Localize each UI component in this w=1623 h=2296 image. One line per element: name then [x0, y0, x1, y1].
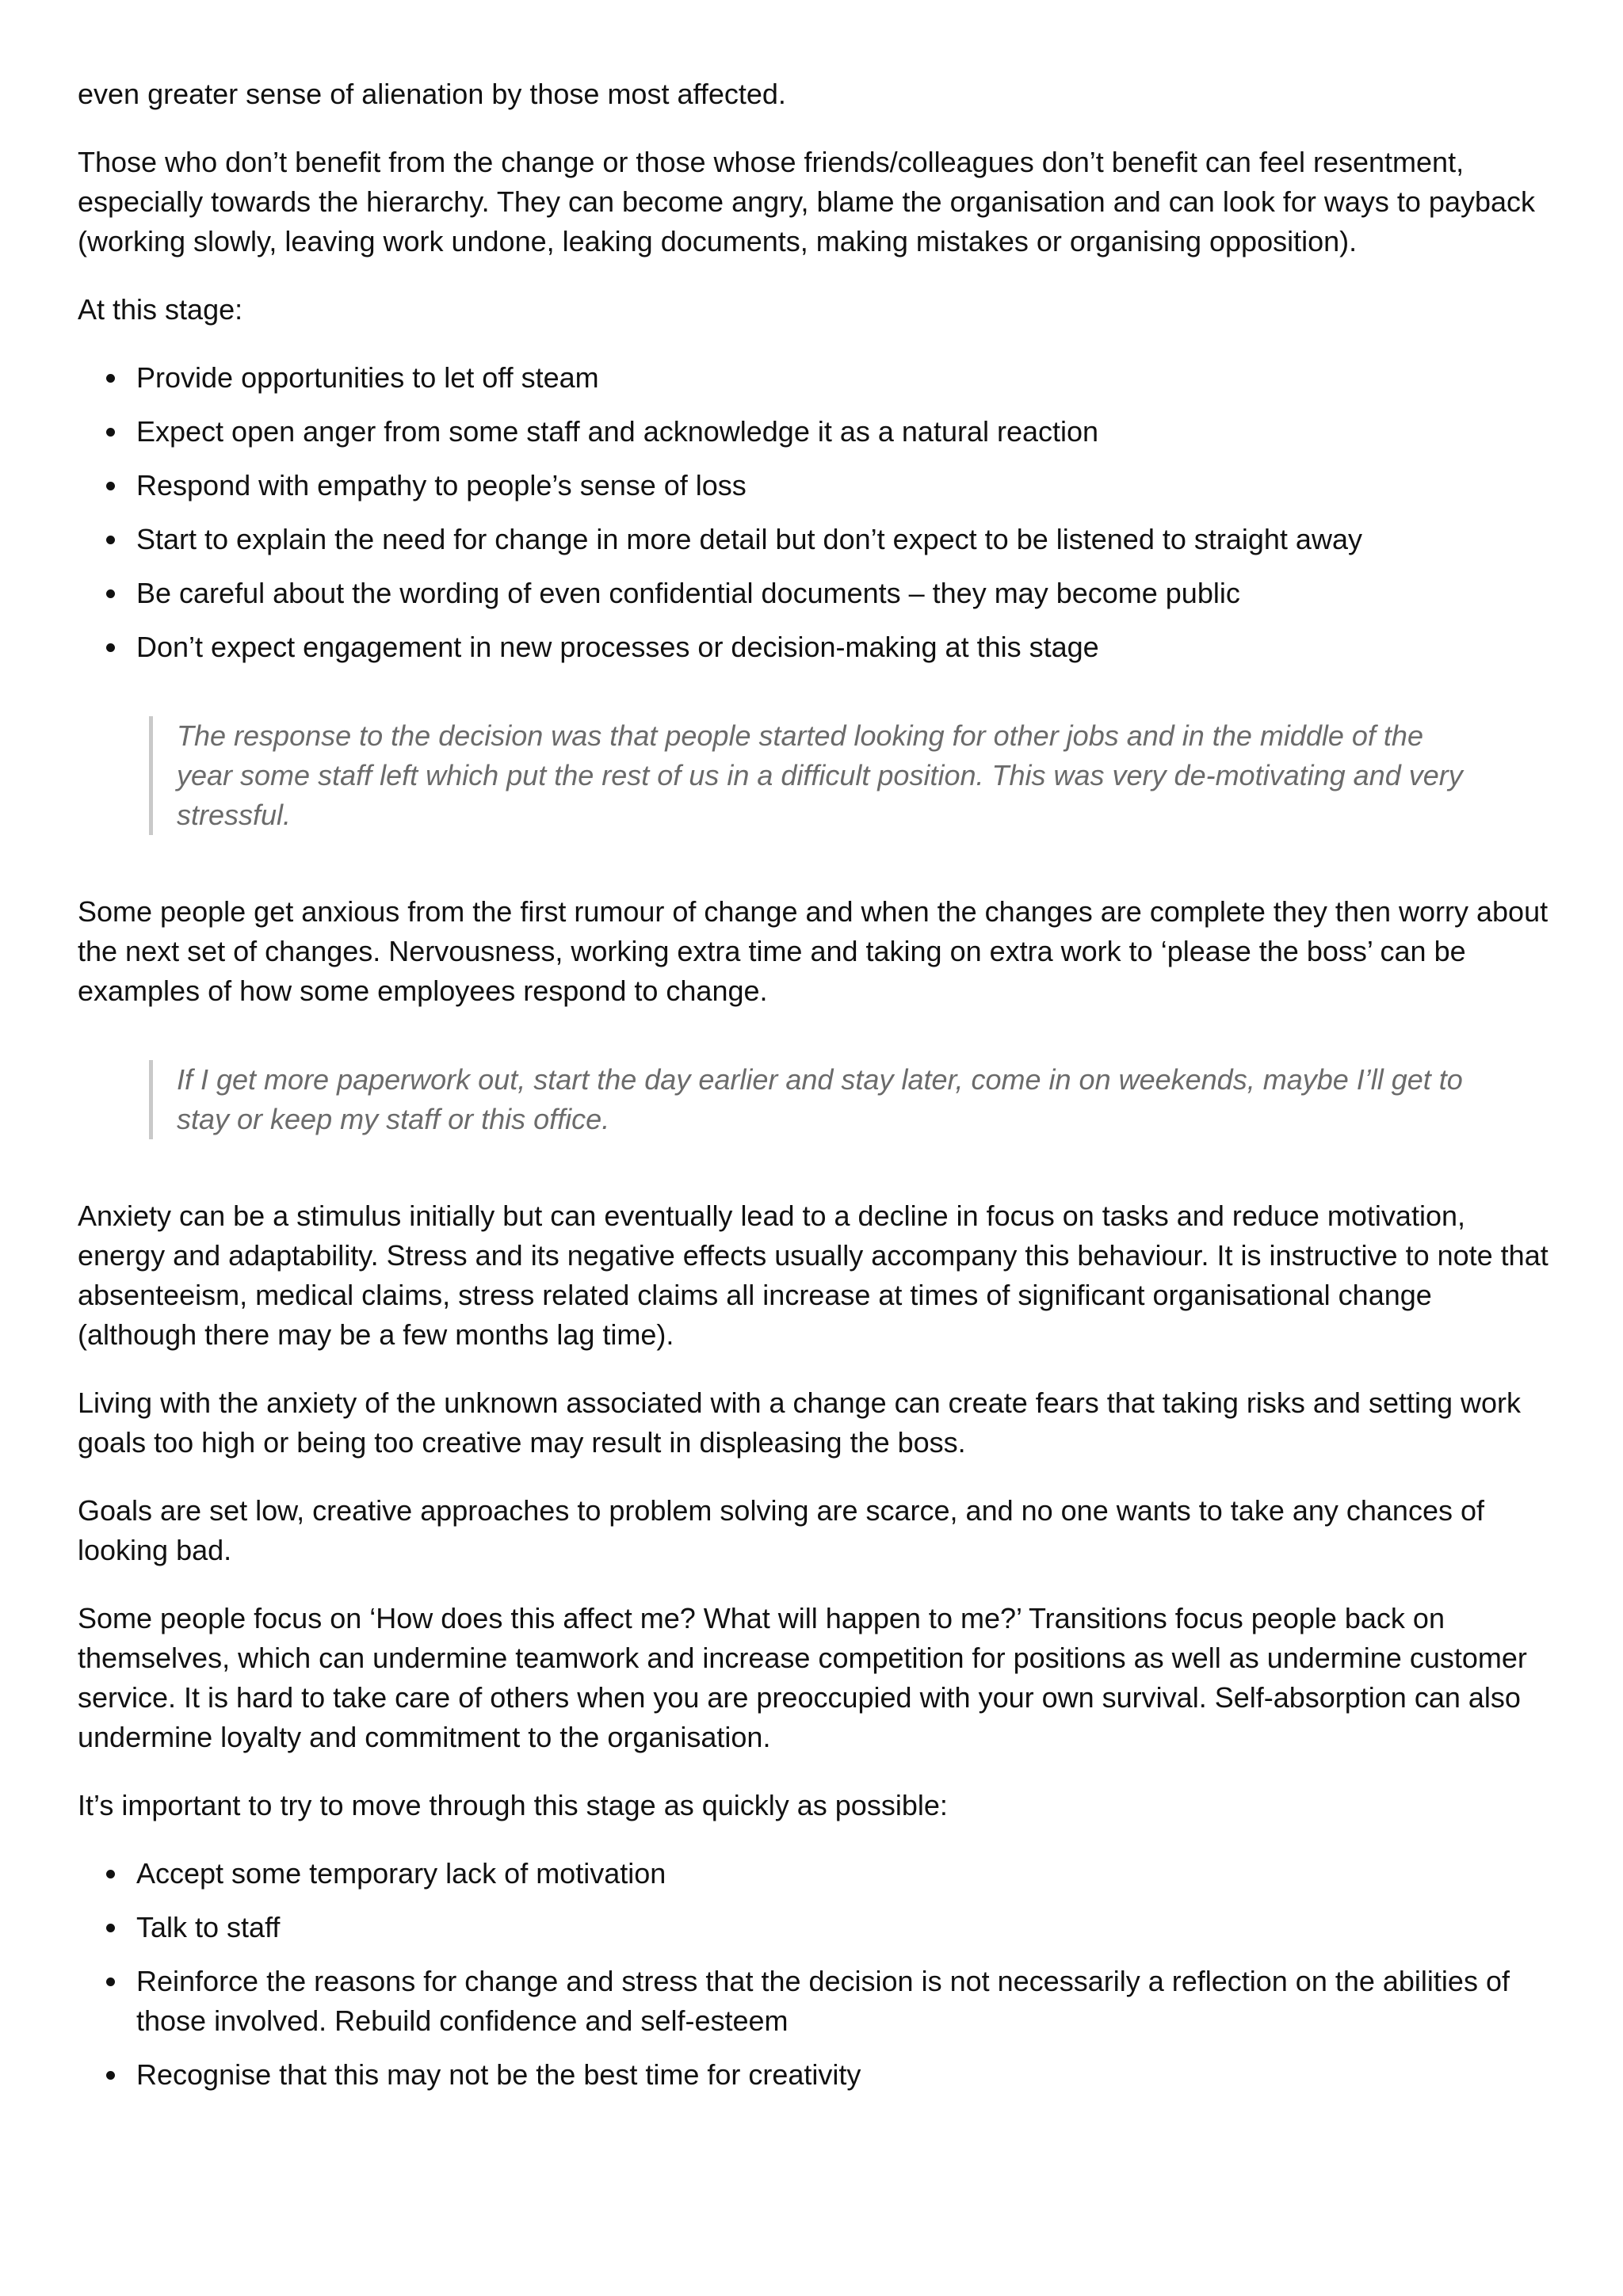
- list-item: Provide opportunities to let off steam: [136, 358, 1552, 398]
- paragraph-resentment: Those who don’t benefit from the change or those whose friends/colleagues don’t benefit can feel resentment, especially towards the hierarchy. They can become angry, blame the organisation and can look for ways to payback (working slowly, leaving work undone, leaking documents, making mistakes or organising opposition).: [78, 146, 1536, 257]
- list-item: Accept some temporary lack of motivation: [136, 1854, 1552, 1894]
- quote-block: [78, 1060, 1552, 1139]
- list-item: Don’t expect engagement in new processes or decision-making at this stage: [136, 627, 1552, 667]
- paragraph-move-through-stage: It’s important to try to move through this stage as quickly as possible:: [78, 1789, 948, 1821]
- stage-list-anger: [78, 358, 1552, 667]
- list-item: Talk to staff: [136, 1908, 1552, 1947]
- list-item: Be careful about the wording of even confidential documents – they may become public: [136, 574, 1552, 613]
- paragraph-living-with-anxiety: Living with the anxiety of the unknown associated with a change can create fears that taking risks and setting work goals too high or being too creative may result in displeasing the boss.: [78, 1386, 1522, 1459]
- paragraph-self-focus: Some people focus on ‘How does this affect me? What will happen to me?’ Transitions focus people back on themselves, which can undermine teamwork and increase competition for positions as well as undermine customer service. It is hard to take care of others when you are preoccupied with your own survival. Self-absorption can also undermine loyalty and commitment to the organisation.: [78, 1602, 1527, 1753]
- list-item: Reinforce the reasons for change and stress that the decision is not necessarily a reflection on the abilities of those involved. Rebuild confidence and self-esteem: [136, 1962, 1552, 2041]
- intro-fragment: even greater sense of alienation by those most affected.: [78, 78, 786, 110]
- list-item: Respond with empathy to people’s sense of loss: [136, 466, 1552, 505]
- list-item: Expect open anger from some staff and acknowledge it as a natural reaction: [136, 412, 1552, 452]
- paragraph-goals: Goals are set low, creative approaches to problem solving are scarce, and no one wants to take any chances of looking bad.: [78, 1494, 1485, 1566]
- paragraph-anxiety-stimulus: Anxiety can be a stimulus initially but can eventually lead to a decline in focus on tasks and reduce motivation, energy and adaptability. Stress and its negative effects usually accompany this behaviour. It is instructive to note that absenteeism, medical claims, stress related claims all increase at times of significant organisational change (although there may be a few months lag time).: [78, 1199, 1549, 1351]
- quote-staff-leaving: The response to the decision was that people started looking for other jobs and in the middle of the year some staff left which put the rest of us in a difficult position. This was very de-motivating and very stressful.: [149, 716, 1476, 835]
- paragraph-at-this-stage: At this stage:: [78, 293, 243, 326]
- paragraph-anxious: Some people get anxious from the first rumour of change and when the changes are complete they then worry about the next set of changes. Nervousness, working extra time and taking on extra work to ‘please the boss’ can be examples of how some employees respond to change.: [78, 895, 1549, 1007]
- list-item: Start to explain the need for change in more detail but don’t expect to be listened to straight away: [136, 520, 1552, 559]
- list-item: Recognise that this may not be the best time for creativity: [136, 2055, 1552, 2095]
- stage-list-anxiety: [78, 1854, 1552, 2095]
- quote-paperwork: If I get more paperwork out, start the day earlier and stay later, come in on weekends, maybe I’ll get to stay or keep my staff or this office.: [149, 1060, 1476, 1139]
- quote-block: [78, 716, 1552, 835]
- document-body: [78, 74, 1552, 2123]
